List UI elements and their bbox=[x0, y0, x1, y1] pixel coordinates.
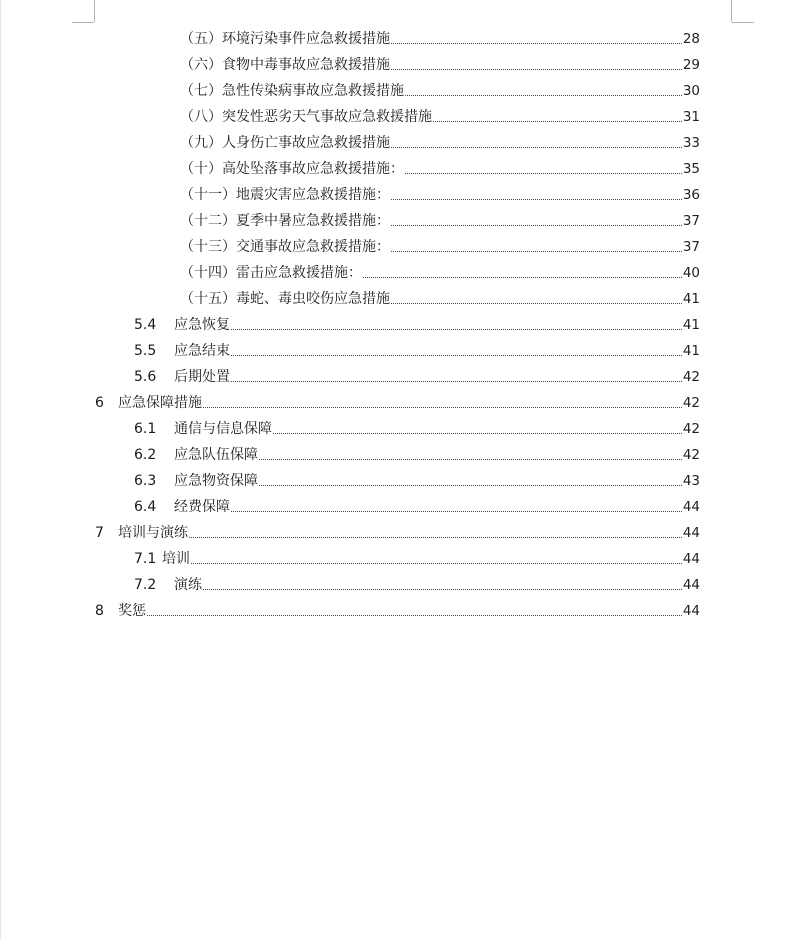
toc-entry-title: 培训与演练 bbox=[118, 525, 188, 541]
toc-entry-number: 5.6 bbox=[134, 369, 157, 385]
toc-leader bbox=[259, 485, 682, 486]
toc-entry-page: 37 bbox=[682, 239, 700, 255]
toc-entry-title: 应急恢复 bbox=[174, 317, 230, 333]
toc-entry[interactable] bbox=[0, 412, 700, 438]
toc-entry[interactable] bbox=[0, 594, 700, 620]
crop-mark-top-right bbox=[731, 0, 732, 22]
toc-entry[interactable] bbox=[0, 464, 700, 490]
toc-leader bbox=[231, 511, 682, 512]
toc-entry-page: 42 bbox=[682, 395, 700, 411]
toc-entry[interactable] bbox=[0, 490, 700, 516]
toc-entry-title: （八）突发性恶劣天气事故应急救援措施 bbox=[180, 109, 432, 125]
toc-entry[interactable] bbox=[0, 152, 700, 178]
toc-entry-title: 后期处置 bbox=[174, 369, 230, 385]
toc-entry-number: 5.5 bbox=[134, 343, 157, 359]
toc-entry-page: 41 bbox=[682, 317, 700, 333]
toc-entry-number: 6.1 bbox=[134, 421, 157, 437]
toc-entry[interactable] bbox=[0, 22, 700, 48]
toc-leader bbox=[231, 329, 682, 330]
toc-entry-title: 应急队伍保障 bbox=[174, 447, 258, 463]
toc-entry[interactable] bbox=[0, 256, 700, 282]
toc-leader bbox=[405, 173, 682, 174]
toc-entry[interactable] bbox=[0, 308, 700, 334]
toc-entry-page: 35 bbox=[682, 161, 700, 177]
toc-entry-title: 经费保障 bbox=[174, 499, 230, 515]
toc-entry[interactable] bbox=[0, 178, 700, 204]
toc-entry-page: 31 bbox=[682, 109, 700, 125]
toc-leader bbox=[391, 251, 682, 252]
toc-entry-number: 6.3 bbox=[134, 473, 157, 489]
toc-entry-page: 44 bbox=[682, 551, 700, 567]
toc-leader bbox=[231, 355, 682, 356]
toc-leader bbox=[405, 95, 682, 96]
toc-entry-title: （十三）交通事故应急救援措施： bbox=[180, 239, 390, 255]
toc-entry[interactable] bbox=[0, 48, 700, 74]
toc-entry[interactable] bbox=[0, 230, 700, 256]
toc-entry[interactable] bbox=[0, 568, 700, 594]
toc-entry[interactable] bbox=[0, 386, 700, 412]
toc-leader bbox=[203, 589, 682, 590]
toc-leader bbox=[391, 43, 682, 44]
toc-entry-number: 7.1 bbox=[134, 551, 157, 567]
toc-entry-page: 30 bbox=[682, 83, 700, 99]
toc-entry-page: 33 bbox=[682, 135, 700, 151]
toc-entry-page: 37 bbox=[682, 213, 700, 229]
toc-leader bbox=[391, 303, 682, 304]
toc-entry[interactable] bbox=[0, 334, 700, 360]
toc-entry-page: 41 bbox=[682, 291, 700, 307]
toc-entry-number: 6 bbox=[95, 395, 104, 411]
toc-entry-title: （五）环境污染事件应急救援措施 bbox=[180, 31, 390, 47]
toc-entry-page: 42 bbox=[682, 447, 700, 463]
toc-leader bbox=[191, 563, 682, 564]
toc-entry-title: 演练 bbox=[174, 577, 202, 593]
toc-leader bbox=[231, 381, 682, 382]
toc-entry[interactable] bbox=[0, 204, 700, 230]
toc-entry[interactable] bbox=[0, 360, 700, 386]
toc-entry-title: （十一）地震灾害应急救援措施： bbox=[180, 187, 390, 203]
toc-entry-title: 培训 bbox=[162, 551, 190, 567]
toc-entry-title: 奖惩 bbox=[118, 603, 146, 619]
toc-entry-title: （十二）夏季中暑应急救援措施： bbox=[180, 213, 390, 229]
toc-leader bbox=[203, 407, 682, 408]
toc-entry-title: （十四）雷击应急救援措施： bbox=[180, 265, 362, 281]
toc-entry-title: 应急保障措施 bbox=[118, 395, 202, 411]
toc-leader bbox=[391, 225, 682, 226]
toc-entry-page: 44 bbox=[682, 603, 700, 619]
toc-entry-page: 44 bbox=[682, 577, 700, 593]
toc-entry-number: 8 bbox=[95, 603, 104, 619]
toc-entry-title: （十）高处坠落事故应急救援措施： bbox=[180, 161, 404, 177]
toc-entry[interactable] bbox=[0, 74, 700, 100]
toc-entry-page: 40 bbox=[682, 265, 700, 281]
toc-entry-title: （六）食物中毒事故应急救援措施 bbox=[180, 57, 390, 73]
toc-leader bbox=[259, 459, 682, 460]
toc-entry-page: 42 bbox=[682, 421, 700, 437]
toc-entry-number: 7 bbox=[95, 525, 104, 541]
toc-entry-number: 6.4 bbox=[134, 499, 157, 515]
toc-entry-title: （十五）毒蛇、毒虫咬伤应急措施 bbox=[180, 291, 390, 307]
toc-entry-page: 36 bbox=[682, 187, 700, 203]
toc-leader bbox=[433, 121, 682, 122]
toc-entry-page: 44 bbox=[682, 499, 700, 515]
toc-entry[interactable] bbox=[0, 542, 700, 568]
toc-entry[interactable] bbox=[0, 126, 700, 152]
toc-entry-title: （七）急性传染病事故应急救援措施 bbox=[180, 83, 404, 99]
toc-leader bbox=[391, 199, 682, 200]
toc-entry-title: 应急物资保障 bbox=[174, 473, 258, 489]
toc-entry-page: 44 bbox=[682, 525, 700, 541]
toc-entry[interactable] bbox=[0, 438, 700, 464]
toc-leader bbox=[391, 147, 682, 148]
toc-entry-title: （九）人身伤亡事故应急救援措施 bbox=[180, 135, 390, 151]
toc-entry-page: 28 bbox=[682, 31, 700, 47]
toc-entry-page: 42 bbox=[682, 369, 700, 385]
toc-entry[interactable] bbox=[0, 516, 700, 542]
toc-entry-page: 29 bbox=[682, 57, 700, 73]
crop-mark-top-right bbox=[732, 22, 754, 23]
toc-entry-page: 43 bbox=[682, 473, 700, 489]
toc-entry-number: 6.2 bbox=[134, 447, 157, 463]
toc-leader bbox=[189, 537, 682, 538]
toc-leader bbox=[391, 69, 682, 70]
toc-entry-number: 7.2 bbox=[134, 577, 157, 593]
toc-leader bbox=[147, 615, 682, 616]
toc-leader bbox=[363, 277, 682, 278]
toc-entry-page: 41 bbox=[682, 343, 700, 359]
toc-entry[interactable] bbox=[0, 100, 700, 126]
toc-entry-title: 应急结束 bbox=[174, 343, 230, 359]
toc-leader bbox=[273, 433, 682, 434]
toc-entry[interactable] bbox=[0, 282, 700, 308]
toc-entry-title: 通信与信息保障 bbox=[174, 421, 272, 437]
toc-entry-number: 5.4 bbox=[134, 317, 157, 333]
crop-mark-top-left bbox=[94, 0, 95, 22]
